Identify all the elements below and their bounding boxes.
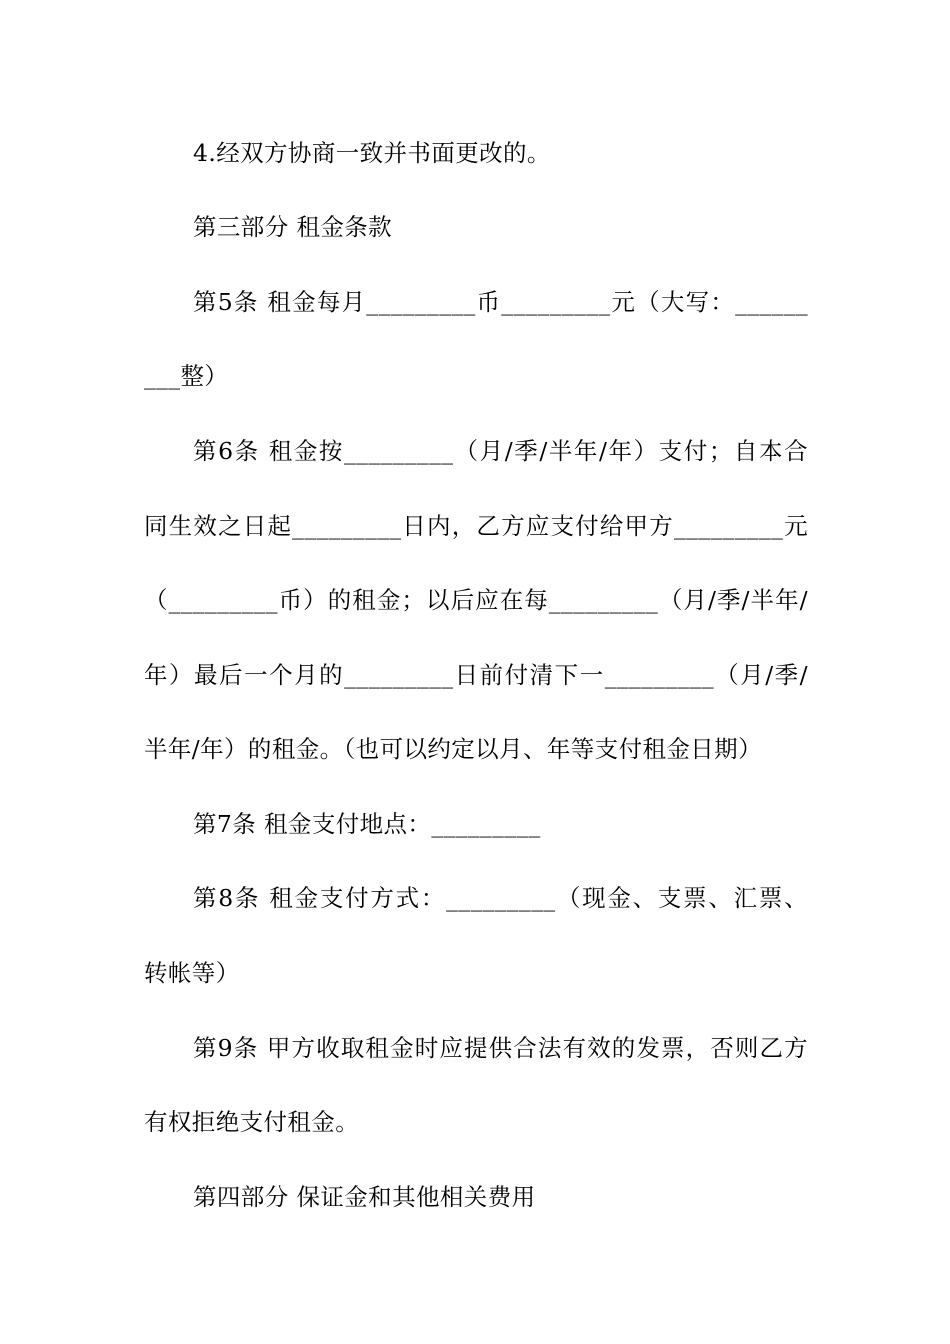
article-9-line-1: 第9条 甲方收取租金时应提供合法有效的发票，否则乙方	[193, 1034, 808, 1062]
article-6-line-5: 半年/年）的租金。（也可以约定以月、年等支付租金日期）	[144, 735, 762, 763]
article-8-line-2: 转帐等）	[144, 959, 240, 987]
part-three-heading: 第三部分 租金条款	[193, 213, 393, 241]
article-6-line-4: 年）最后一个月的_________日前付清下一_________（月/季/	[144, 661, 808, 689]
article-8-line-1: 第8条 租金支付方式：_________（现金、支票、汇票、	[193, 884, 808, 912]
clause-4-line: 4.经双方协商一致并书面更改的。	[193, 139, 551, 167]
article-5-line-1: 第5条 租金每月_________币_________元（大写：______	[193, 288, 808, 316]
part-four-heading: 第四部分 保证金和其他相关费用	[193, 1183, 536, 1211]
article-6-line-3: （_________币）的租金；以后应在每_________（月/季/半年/	[144, 586, 808, 614]
article-9-line-2: 有权拒绝支付租金。	[144, 1108, 360, 1136]
article-5-line-2: ___整）	[144, 362, 229, 390]
article-7-line: 第7条 租金支付地点：_________	[193, 810, 541, 838]
article-6-line-2: 同生效之日起_________日内，乙方应支付给甲方_________元	[144, 512, 808, 540]
article-6-line-1: 第6条 租金按_________（月/季/半年/年）支付；自本合	[193, 437, 808, 465]
